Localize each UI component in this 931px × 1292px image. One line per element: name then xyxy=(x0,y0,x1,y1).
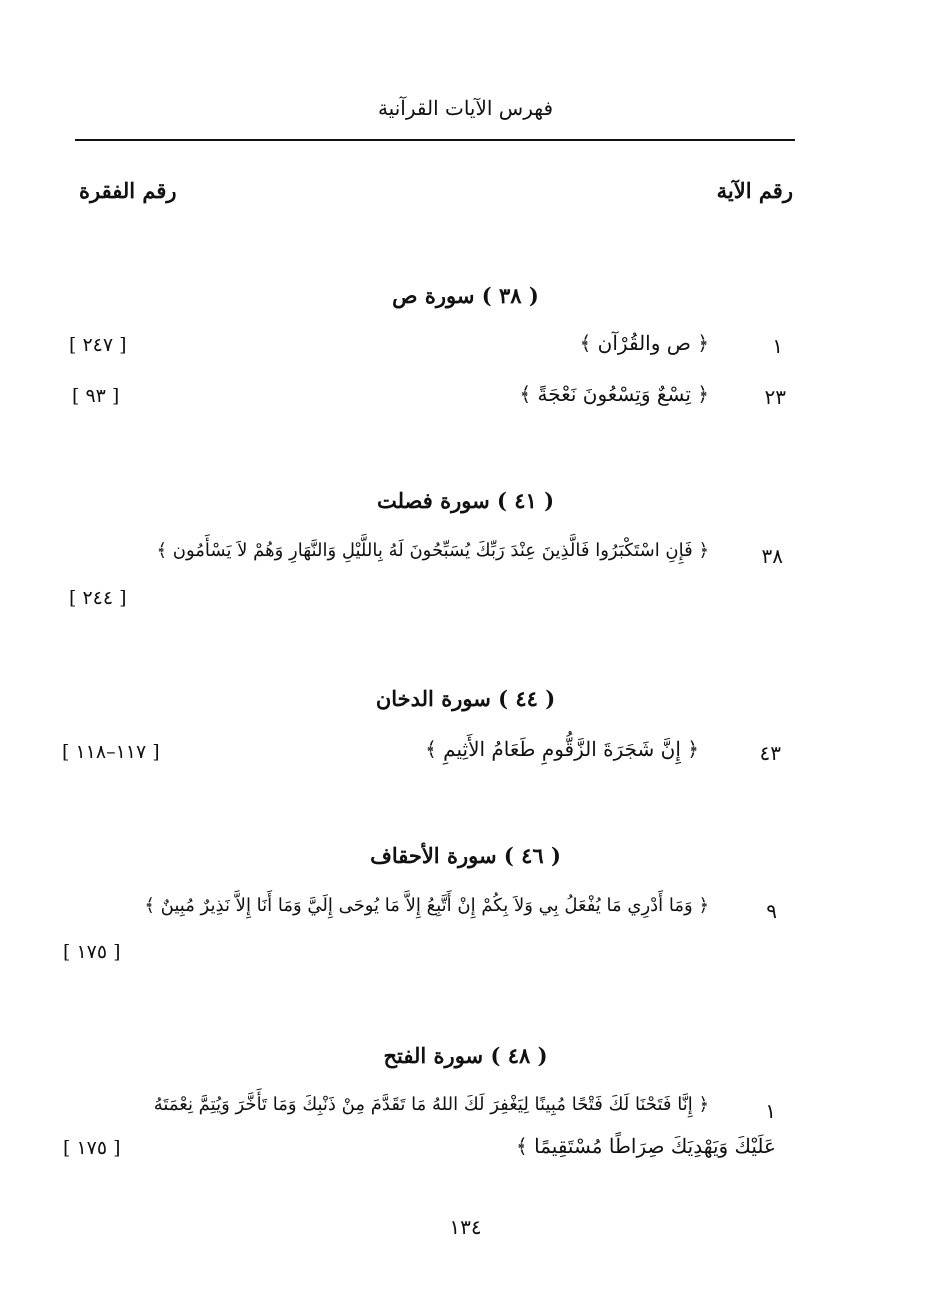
verse-number: ٣٨ xyxy=(761,544,783,568)
surah-title: ( ٤٨ ) سورة الفتح xyxy=(383,1043,548,1068)
verse-number: ١ xyxy=(772,334,783,358)
surah-title: ( ٤٦ ) سورة الأحقاف xyxy=(370,843,561,868)
surah-title: ( ٤١ ) سورة فصلت xyxy=(376,488,555,513)
verse-text: ﴿ تِسْعٌ وَتِسْعُونَ نَعْجَةً ﴾ xyxy=(519,382,709,406)
verse-number: ٤٣ xyxy=(759,741,781,765)
verse-text: ﴿ ص والقُرْآن ﴾ xyxy=(579,331,709,355)
paragraph-reference: [ ١١٧–١١٨ ] xyxy=(62,741,160,763)
paragraph-reference: [ ٢٤٤ ] xyxy=(69,587,127,609)
paragraph-reference: [ ١٧٥ ] xyxy=(63,1137,121,1159)
header-rule xyxy=(75,139,795,141)
paragraph-reference: [ ٢٤٧ ] xyxy=(69,334,127,356)
page-number: ١٣٤ xyxy=(449,1215,482,1239)
verse-number: ١ xyxy=(765,1099,776,1123)
paragraph-reference: [ ١٧٥ ] xyxy=(63,941,121,963)
verse-text-line-1: ﴿ إِنَّا فَتَحْنَا لَكَ فَتْحًا مُبِينًا لِيَغْفِرَ لَكَ اللهُ مَا تَقَدَّمَ مِنْ ذَنْبِكَ وَمَا تَأَخَّرَ وَيُتِمَّ نِعْمَتَهُ xyxy=(153,1094,709,1115)
column-header-verse-number: رقم الآية xyxy=(716,178,793,203)
verse-text: ﴿ إِنَّ شَجَرَةَ الزَّقُّومِ طَعَامُ الأَثِيمِ ﴾ xyxy=(425,737,699,761)
verse-text-line-2: عَلَيْكَ وَيَهْدِيَكَ صِرَاطًا مُسْتَقِيمًا ﴾ xyxy=(516,1134,776,1158)
surah-title: ( ٣٨ ) سورة ص xyxy=(392,283,539,308)
paragraph-reference: [ ٩٣ ] xyxy=(72,385,120,407)
verse-text: ﴿ فَإِنِ اسْتَكْبَرُوا فَالَّذِينَ عِنْدَ رَبِّكَ يُسَبِّحُونَ لَهُ بِاللَّيْلِ وَالنَّهَارِ وَهُمْ لاَ يَسْأَمُون ﴾ xyxy=(156,540,709,561)
verse-number: ٢٣ xyxy=(764,385,786,409)
surah-title: ( ٤٤ ) سورة الدخان xyxy=(375,686,556,711)
running-header-title: فهرس الآيات القرآنية xyxy=(377,96,554,120)
column-header-paragraph-number: رقم الفقرة xyxy=(79,178,177,203)
verse-text: ﴿ وَمَا أَدْرِي مَا يُفْعَلُ بِي وَلاَ بِكُمْ إِنْ أَتَّبِعُ إِلاَّ مَا يُوحَى إِلَيَّ وَمَا أَنَا إِلاَّ نَذِيرٌ مُبِينٌ ﴾ xyxy=(144,895,709,916)
verse-number: ٩ xyxy=(766,899,777,923)
